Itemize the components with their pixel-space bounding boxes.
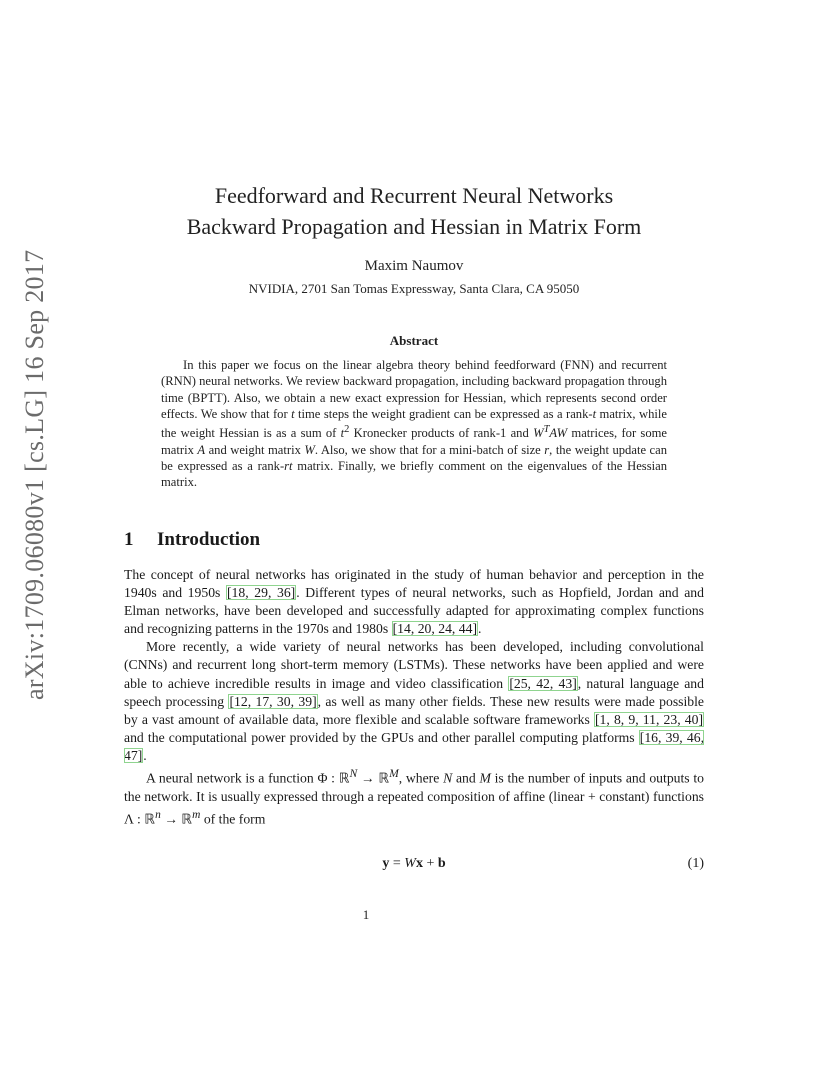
title-line-1: Feedforward and Recurrent Neural Networks bbox=[214, 183, 614, 208]
section-number: 1 bbox=[124, 529, 134, 550]
citation-link[interactable]: [25, 42, 43] bbox=[509, 675, 577, 691]
paragraph-3: A neural network is a function Φ : ℝ$^N$ → ℝ$^M$, where N and M is the number of inputs and outputs to the network. It is usually expressed through a repeated composition of affine (linear + constant) functions Λ : ℝ$^n$ → ℝ$^m$ of the form bbox=[124, 768, 705, 827]
citation-link[interactable]: [16, 39, 46, 47] bbox=[124, 729, 704, 763]
equation-1 bbox=[124, 856, 704, 872]
abstract-heading: Abstract bbox=[389, 333, 439, 348]
citation-link[interactable]: [14, 20, 24, 44] bbox=[392, 621, 478, 637]
citation-link[interactable]: [1, 8, 9, 11, 23, 40] bbox=[594, 711, 703, 727]
equation-body: y = Wx + b bbox=[382, 856, 446, 871]
introduction-body bbox=[124, 566, 704, 828]
author-name: Maxim Naumov bbox=[364, 258, 464, 274]
section-title: Introduction bbox=[157, 529, 261, 550]
page-number: 1 bbox=[362, 907, 370, 922]
arxiv-identifier-stamp: arXiv:1709.06080v1 [cs.LG] 16 Sep 2017 bbox=[20, 249, 49, 700]
paragraph-1: The concept of neural networks has originated in the study of human behavior and perception in the 1940s and 1950s [18, 29, 36]. Different types of neural networks, such as Hopfield, Jordan and and Elman networks, have been developed and successfully adapted for approximating complex functions and recognizing patterns in the 1970s and 1980s [14, 20, 24, 44]. bbox=[124, 567, 704, 637]
title-line-2: Backward Propagation and Hessian in Matrix Form bbox=[186, 214, 642, 239]
section-heading-introduction bbox=[124, 529, 260, 551]
author-affiliation: NVIDIA, 2701 San Tomas Expressway, Santa Clara, CA 95050 bbox=[248, 281, 580, 296]
abstract-text: In this paper we focus on the linear algebra theory behind feedforward (FNN) and recurrent (RNN) neural networks. We review backward propagation, including backward propagation through time (BPTT). Also, we obtain a new exact expression for Hessian, which represents second order effects. We show that for t time steps the weight gradient can be expressed as a rank-t matrix, while the weight Hessian is as a sum of $t^2$ Kronecker products of rank-1 and $W^TAW$ matrices, for some matrix A and weight matrix W. Also, we show that for a mini-batch of size r, the weight update can be expressed as a rank-rt matrix. Finally, we briefly comment on the eigenvalues of the Hessian matrix. bbox=[161, 358, 668, 490]
citation-link[interactable]: [12, 17, 30, 39] bbox=[229, 693, 317, 709]
citation-link[interactable]: [18, 29, 36] bbox=[227, 585, 296, 601]
equation-number: (1) bbox=[687, 856, 704, 871]
paper-title bbox=[0, 180, 828, 242]
paragraph-2: More recently, a wide variety of neural networks has been developed, including convolutional (CNNs) and recurrent long short-term memory (LSTMs). These networks have been applied and were able to achieve incredible results in image and video classification [25, 42, 43], natural language and speech processing [12, 17, 30, 39], as well as many other fields. These new results were made possible by a vast amount of available data, more flexible and scalable software frameworks [1, 8, 9, 11, 23, 40] and the computational power provided by the GPUs and other parallel computing platforms [16, 39, 46, 47]. bbox=[124, 639, 704, 763]
